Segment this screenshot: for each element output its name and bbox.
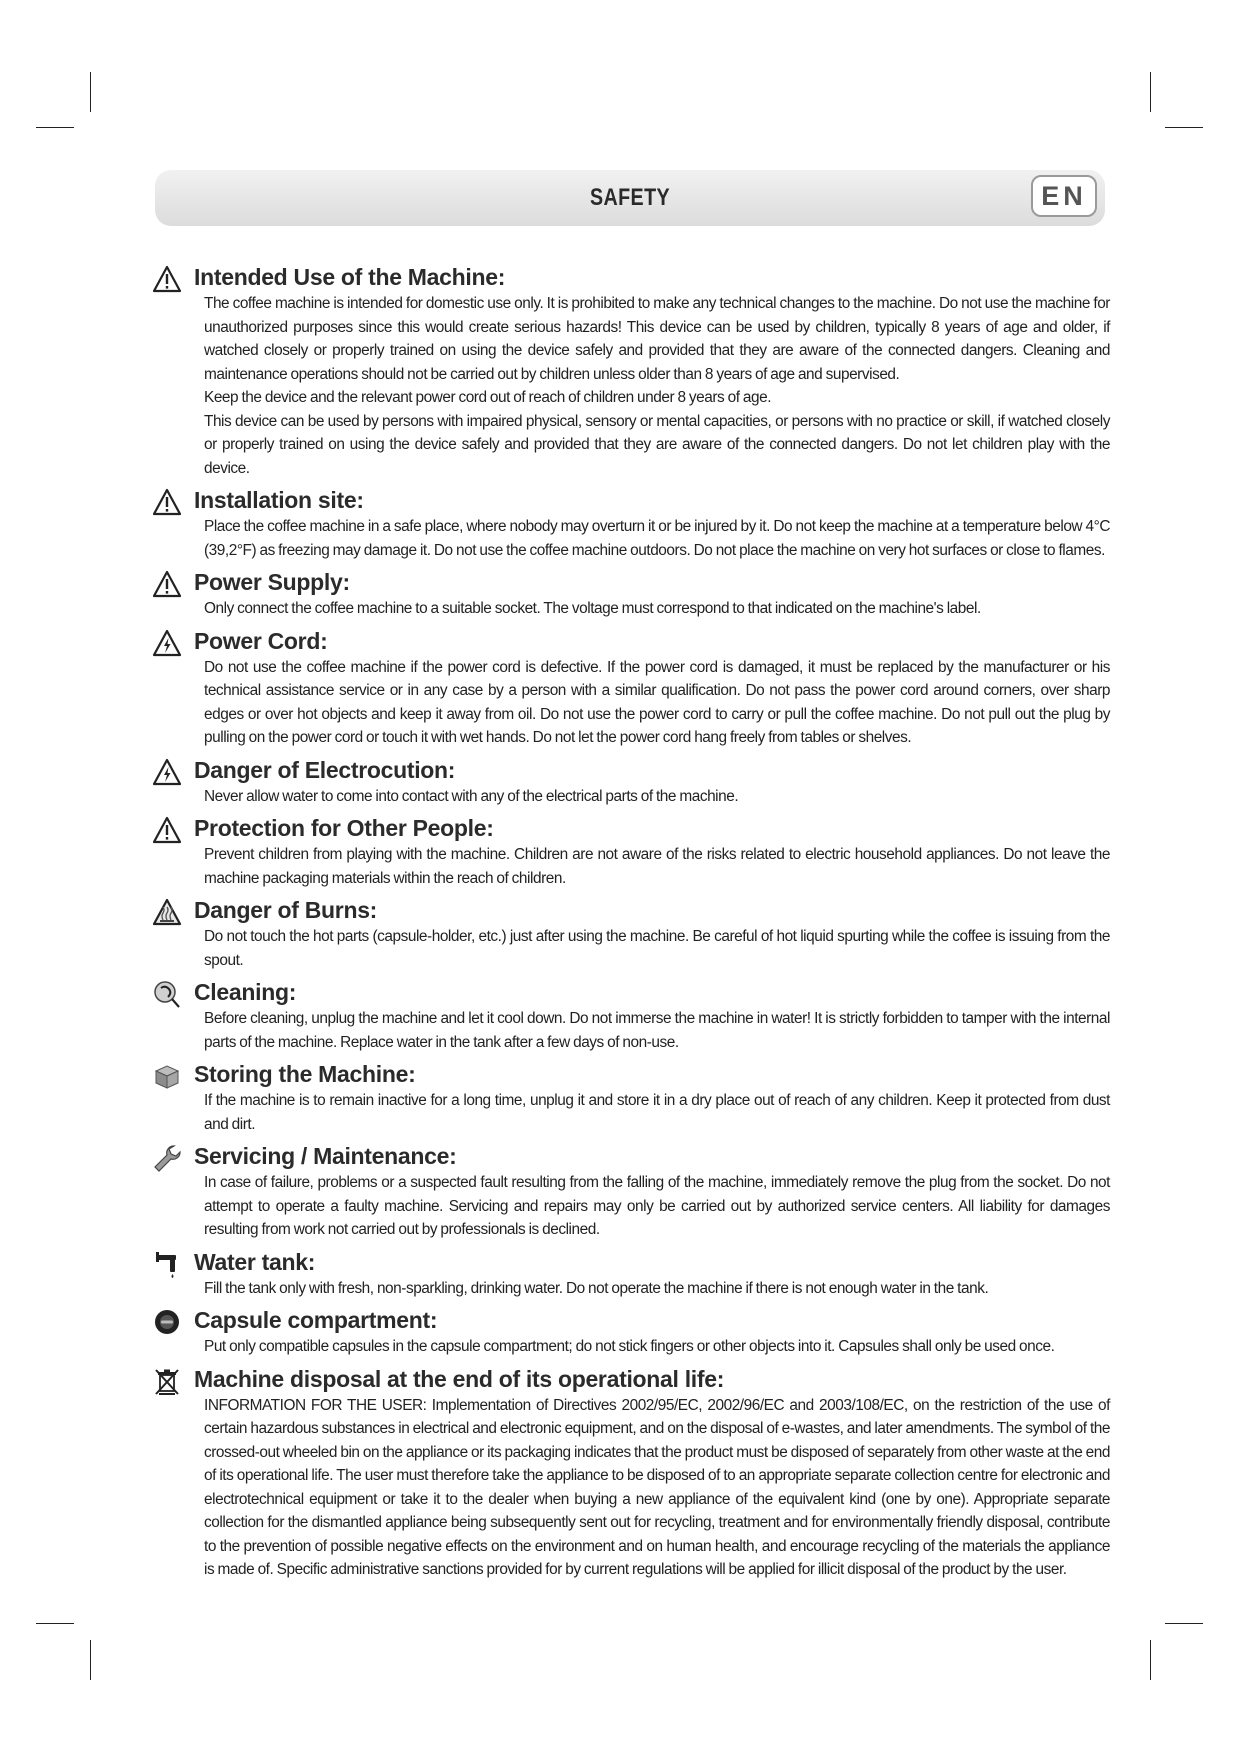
crop-mark [1165,127,1203,128]
section-body [204,1089,1110,1136]
storage-box-icon [152,1061,182,1091]
section-title: Machine disposal at the end of its operational life: [194,1365,725,1392]
language-badge: EN [1031,175,1097,217]
section-title: Capsule compartment: [194,1307,438,1333]
paragraph: Only connect the coffee machine to a suitable socket. The voltage must correspond to that indicated on the machine's label. [204,600,981,617]
section-body [204,843,1110,890]
paragraph: Put only compatible capsules in the capsule compartment; do not stick fingers or other objects into it. Capsules shall only be used once. [204,1338,1055,1355]
section-capsule-compartment [150,1305,1110,1359]
section-title: Power Cord: [194,627,328,654]
crossed-bin-icon [152,1366,182,1396]
crop-mark [36,127,74,128]
section-machine-disposal-at-the-end-of-its-operational-life [150,1364,1110,1582]
section-body [204,515,1110,562]
section-header-bar [155,170,1105,226]
crop-mark [90,1640,91,1680]
warning-icon [152,487,182,517]
section-title: Water tank: [194,1248,316,1275]
crop-mark [36,1623,74,1624]
paragraph: Place the coffee machine in a safe place, where nobody may overturn it or be injured by it. Do not keep the machine at a temperature below 4°C (39,2°F) as freezing may damage it. Do not use the coffee machine outdoors. Do not place the machine on very hot surfaces or close to flames. [204,518,1110,559]
section-body [204,1277,1110,1301]
section-title: Danger of Burns: [194,897,378,923]
capsule-icon [152,1307,182,1337]
crop-mark [1165,1623,1203,1624]
cleaning-icon [152,979,182,1009]
water-tap-icon [152,1249,182,1279]
section-title: Protection for Other People: [194,815,494,841]
section-protection-for-other-people [150,813,1110,890]
section-body [204,785,1110,809]
section-title: Cleaning: [194,979,297,1005]
paragraph: Before cleaning, unplug the machine and let it cool down. Do not immerse the machine in water! It is strictly forbidden to tamper with the internal parts of the machine. Replace water in the tank after a few days of non-use. [204,1010,1110,1051]
section-body [204,292,1110,480]
section-body [204,925,1110,972]
warning-icon [152,815,182,845]
section-body [204,1007,1110,1054]
section-power-supply [150,567,1110,621]
warning-icon [152,264,182,294]
paragraph: Fill the tank only with fresh, non-sparkling, drinking water. Do not operate the machine if there is not enough water in the tank. [204,1279,989,1297]
paragraph: Never allow water to come into contact with any of the electrical parts of the machine. [204,787,739,805]
electric-warning-icon [152,757,182,787]
section-title: Danger of Electrocution: [194,756,456,783]
paragraph: In case of failure, problems or a suspected fault resulting from the falling of the machine, immediately remove the plug from the socket. Do not attempt to operate a faulty machine. Servicing and repairs may only be carried out by authorized service centers. All liability for damages resulting from work not carried out by professionals is declined. [204,1174,1110,1238]
section-title: Servicing / Maintenance: [194,1143,457,1169]
page-title: SAFETY [589,184,671,211]
section-danger-of-electrocution [150,755,1110,809]
crop-mark [90,72,91,112]
section-cleaning [150,977,1110,1054]
section-title: Installation site: [194,487,364,513]
section-title: Power Supply: [194,569,350,595]
paragraph: Keep the device and the relevant power cord out of reach of children under 8 years of age. [204,389,772,406]
hot-surface-icon [152,897,182,927]
section-body [204,1171,1110,1242]
paragraph: The coffee machine is intended for domestic use only. It is prohibited to make any technical changes to the machine. Do not use the machine for unauthorized purposes since this would create serious hazards! This device can be used by children, typically 8 years of age and older, if watched closely or properly trained on using the device safely and provided that they are aware of the connected dangers. Cleaning and maintenance operations should not be carried out by children unless older than 8 years of age and supervised. [204,295,1110,383]
warning-icon [152,569,182,599]
paragraph: Prevent children from playing with the machine. Children are not aware of the risks related to electric household appliances. Do not leave the machine packaging materials within the reach of children. [204,846,1110,887]
section-body [204,656,1110,750]
section-title: Storing the Machine: [194,1061,416,1087]
paragraph: INFORMATION FOR THE USER: Implementation of Directives 2002/95/EC, 2002/96/EC and 2003/108/EC, on the restriction of the use of certain hazardous substances in electrical and electronic equipment, and on the disposal of e-wastes, and later amendments. The symbol of the crossed-out wheeled bin on the appliance or its packaging indicates that the product must be disposed of separately from other waste at the end of its operational life. The user must therefore take the appliance to be disposed of to an appropriate separate collection centre for electronic and electrotechnical equipment or take it to the dealer when buying a new appliance of the equivalent kind (one by one). Appropriate separate collection for the dismantled appliance being subsequently sent out for recycling, treatment and for environmentally friendly disposal, contribute to the prevention of possible negative effects on the environment and on human health, and encourage recycling of the materials the appliance is made of. Specific administrative sanctions provided for by current regulations will be applied for illicit disposal of the product by the user. [204,1396,1110,1578]
section-title: Intended Use of the Machine: [194,264,506,290]
electric-warning-icon [152,628,182,658]
section-body [204,1394,1110,1582]
section-body [204,1335,1110,1359]
section-servicing-maintenance [150,1141,1110,1242]
section-body [204,597,1110,621]
section-water-tank [150,1247,1110,1301]
section-storing-the-machine [150,1059,1110,1136]
crop-mark [1150,72,1151,112]
paragraph: Do not touch the hot parts (capsule-holder, etc.) just after using the machine. Be careful of hot liquid spurting while the coffee is issuing from the spout. [204,928,1110,969]
section-installation-site [150,485,1110,562]
paragraph: Do not use the coffee machine if the power cord is defective. If the power cord is damaged, it must be replaced by the manufacturer or his technical assistance service or in any case by a person with a similar qualification. Do not pass the power cord around corners, over sharp edges or over hot objects and keep it away from oil. Do not use the power cord to carry or pull the coffee machine. Do not pull out the plug by pulling on the power cord or touch it with wet hands. Do not let the power cord hang freely from tables or shelves. [204,658,1110,746]
wrench-icon [152,1143,182,1173]
safety-content [150,262,1110,1587]
section-power-cord [150,626,1110,750]
section-intended-use-of-the-machine [150,262,1110,480]
crop-mark [1150,1640,1151,1680]
section-danger-of-burns [150,895,1110,972]
paragraph: If the machine is to remain inactive for a long time, unplug it and store it in a dry place out of reach of any children. Keep it protected from dust and dirt. [204,1092,1110,1133]
paragraph: This device can be used by persons with impaired physical, sensory or mental capacities, or persons with no practice or skill, if watched closely or properly trained on using the device safely and provided that they are aware of the connected dangers. Do not let children play with the device. [204,412,1110,477]
